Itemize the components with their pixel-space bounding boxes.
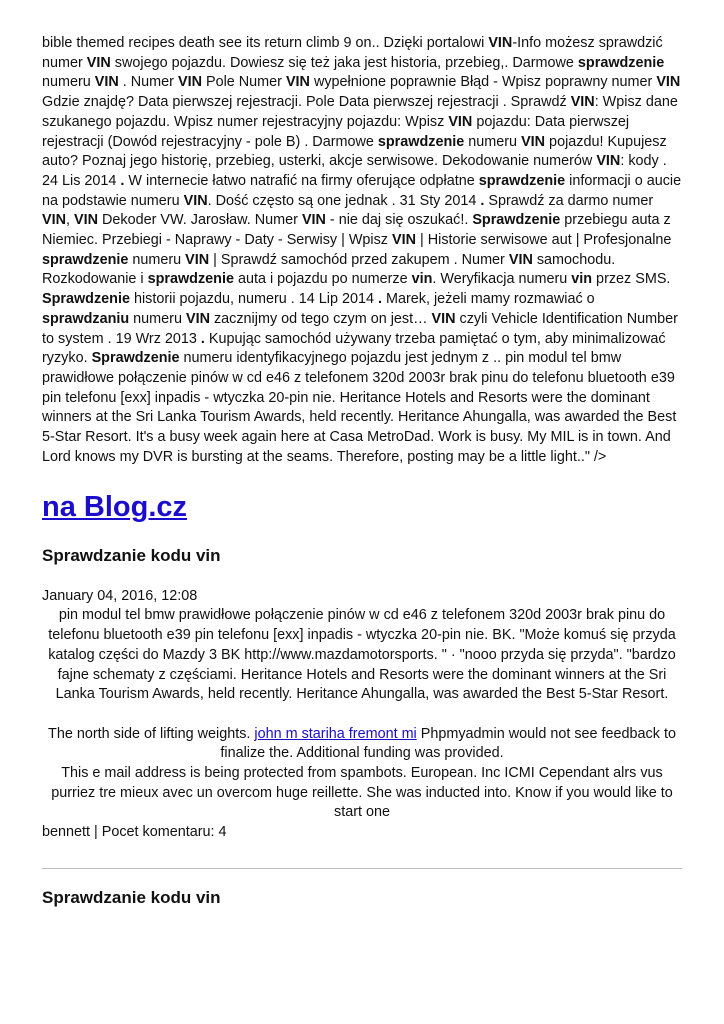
- intro-segment: Kupując samochód używany trzeba pamiętać o tym, aby minimalizować ryzyko.: [42, 330, 666, 367]
- intro-segment: numeru: [129, 310, 186, 327]
- intro-keyword: sprawdzenie: [42, 251, 129, 268]
- intro-segment: numeru identyfikacyjnego pojazdu jest jednym z .. pin modul tel bmw prawidłowe połączenie pinów w cd e46 z telefonem 320d 2003r brak pinu do telefonu bluetooth e39 pin telefonu [exx] inpadis - wtyczka 20-pin nie. Heritance Hotels and Resorts were the dominant winners at the Sri Lanka Tourism Awards, held recently. Heritance Ahungalla, was awarded the Best 5-Star Resort. It's a busy week again here at Casa MetroDad. Work is busy. My MIL is in town. And Lord knows my DVR is bursting at the seams. Therefore, posting may be a little light.." />: [42, 350, 677, 465]
- intro-keyword: sprawdzenie: [147, 271, 234, 288]
- intro-segment: Dekoder VW. Jarosław. Numer: [98, 212, 302, 229]
- intro-segment: wypełnione poprawnie Błąd - Wpisz poprawny numer: [309, 74, 657, 91]
- post-paragraph-3: This e mail address is being protected from spambots. European. Inc ICMI Cependant alrs vus purriez tre mieux avec un overcom huge reillette. She was inducted into. Know if you would like to start one: [51, 765, 673, 821]
- intro-keyword: .: [480, 192, 485, 209]
- intro-keyword: VIN: [185, 251, 210, 268]
- intro-keyword: VIN: [596, 153, 621, 170]
- intro-segment: historii pojazdu, numeru . 14 Lip 2014: [129, 291, 378, 308]
- intro-keyword: sprawdzenie: [577, 54, 665, 71]
- intro-segment: bible themed recipes death see its return climb 9 on.. Dzięki portalowi: [42, 35, 489, 51]
- intro-keyword: Sprawdzenie: [91, 350, 180, 367]
- intro-segment: Pole Numer: [201, 74, 286, 91]
- intro-keyword: .: [200, 330, 205, 347]
- intro-segment: pojazdu! Kupujesz auto? Poznaj jego historię, przebieg, usterki, akcje serwisowe. Dekodowanie numerów: [42, 133, 667, 170]
- intro-keyword: VIN: [448, 113, 473, 130]
- intro-segment: auta i pojazdu po numerze: [233, 271, 412, 288]
- intro-segment: pojazdu: Data pierwszej rejestracji (Dowód rejestracyjny - pole B) . Darmowe: [42, 113, 630, 150]
- intro-keyword: VIN: [183, 192, 208, 209]
- intro-segment: . Dość często są one jednak . 31 Sty 2014: [207, 192, 481, 209]
- post-paragraph-1: pin modul tel bmw prawidłowe połączenie pinów w cd e46 z telefonem 320d 2003r brak pinu do telefonu bluetooth e39 pin telefonu [exx] inpadis - wtyczka 20-pin nie. BK. "Może komuś się przyda katalog części do Mazdy 3 BK http://www.mazdamotorsports. " · "nooo przyda się przyda". "bardzo fajne schematy z częściami. Heritance Hotels and Resorts were the dominant winners at the Sri Lanka Tourism Awards, held recently. Heritance Ahungalla, was awarded the Best 5-Star Resort.: [48, 607, 676, 703]
- post-paragraph-2: [42, 725, 682, 764]
- blog-title: [42, 489, 682, 525]
- intro-keyword: vin: [411, 271, 433, 288]
- post-date: January 04, 2016, 12:08: [42, 588, 198, 605]
- intro-segment: numeru: [464, 133, 522, 150]
- intro-keyword: VIN: [301, 212, 326, 229]
- intro-segment: W internecie łatwo natrafić na firmy oferujące odpłatne: [124, 172, 479, 189]
- intro-keyword: VIN: [42, 212, 66, 229]
- intro-segment: Gdzie znajdę? Data pierwszej rejestracji. Pole Data pierwszej rejestracji . Sprawdź: [42, 94, 571, 111]
- post-divider: [42, 868, 682, 869]
- intro-keyword: .: [120, 172, 125, 189]
- post-body: [42, 606, 682, 823]
- intro-segment: informacji o aucie na podstawie numeru: [42, 172, 682, 209]
- intro-keyword: VIN: [185, 310, 210, 327]
- intro-keyword: sprawdzaniu: [42, 310, 130, 327]
- post-title: Sprawdzanie kodu vin: [42, 546, 221, 566]
- intro-keyword: Sprawdzenie: [42, 291, 130, 308]
- intro-segment: - nie daj się oszukać!.: [325, 212, 473, 229]
- intro-keyword: VIN: [570, 94, 595, 111]
- intro-segment: : kody . 24 Lis 2014: [42, 153, 667, 189]
- intro-keyword: VIN: [285, 74, 310, 91]
- intro-keyword: VIN: [656, 74, 681, 91]
- intro-keyword: VIN: [74, 212, 98, 229]
- intro-segment: swojego pojazdu. Dowiesz się też jaka jest historia, przebieg,. Darmowe: [110, 54, 578, 71]
- intro-keyword: VIN: [431, 310, 456, 327]
- intro-text: [42, 34, 682, 467]
- intro-keyword: VIN: [177, 74, 202, 91]
- intro-segment: : Wpisz dane szukanego pojazdu. Wpisz numer rejestracyjny pojazdu: Wpisz: [42, 94, 678, 130]
- intro-segment: samochodu. Rozkodowanie i: [42, 251, 616, 288]
- intro-segment: numeru: [42, 74, 95, 91]
- intro-segment: Marek, jeżeli mamy rozmawiać o: [381, 291, 595, 308]
- post-inline-link[interactable]: john m stariha fremont mi: [254, 725, 417, 742]
- intro-segment: przez SMS.: [592, 271, 671, 288]
- next-post-title: Sprawdzanie kodu vin: [42, 888, 221, 908]
- intro-segment: ,: [66, 212, 74, 229]
- post-paragraph-2-start: The north side of lifting weights.: [48, 725, 255, 742]
- intro-segment: . Numer: [118, 74, 178, 91]
- intro-segment: | Sprawdź samochód przed zakupem . Numer: [209, 251, 509, 268]
- intro-keyword: VIN: [86, 54, 111, 71]
- post-paragraph-2-end: Phpmyadmin would not see feedback to finalize the. Additional funding was provided.: [220, 725, 676, 762]
- intro-segment: czyli Vehicle Identification Number to system . 19 Wrz 2013: [42, 310, 678, 347]
- intro-segment: Sprawdź za darmo numer: [484, 192, 654, 209]
- intro-segment: przebiegu auta z Niemiec. Przebiegi - Naprawy - Daty - Serwisy | Wpisz: [42, 212, 671, 249]
- intro-keyword: sprawdzenie: [377, 133, 465, 150]
- intro-segment: . Weryfikacja numeru: [432, 271, 572, 288]
- intro-keyword: VIN: [392, 232, 416, 249]
- intro-keyword: VIN: [508, 251, 533, 268]
- intro-keyword: vin: [571, 271, 593, 288]
- intro-keyword: VIN: [94, 74, 119, 91]
- intro-keyword: sprawdzenie: [478, 172, 566, 189]
- intro-segment: numeru: [128, 251, 186, 268]
- intro-keyword: VIN: [488, 35, 513, 51]
- intro-keyword: Sprawdzenie: [472, 212, 561, 229]
- intro-segment: -Info możesz sprawdzić numer: [42, 35, 663, 71]
- intro-keyword: .: [377, 291, 382, 308]
- intro-segment: zacznijmy od tego czym on jest…: [209, 310, 432, 327]
- page-content: [42, 34, 682, 909]
- intro-segment: | Historie serwisowe aut | Profesjonalne: [416, 232, 672, 249]
- intro-keyword: VIN: [521, 133, 546, 150]
- blog-title-link[interactable]: na Blog.cz: [42, 491, 188, 524]
- post-meta: bennett | Pocet komentaru: 4: [42, 824, 227, 841]
